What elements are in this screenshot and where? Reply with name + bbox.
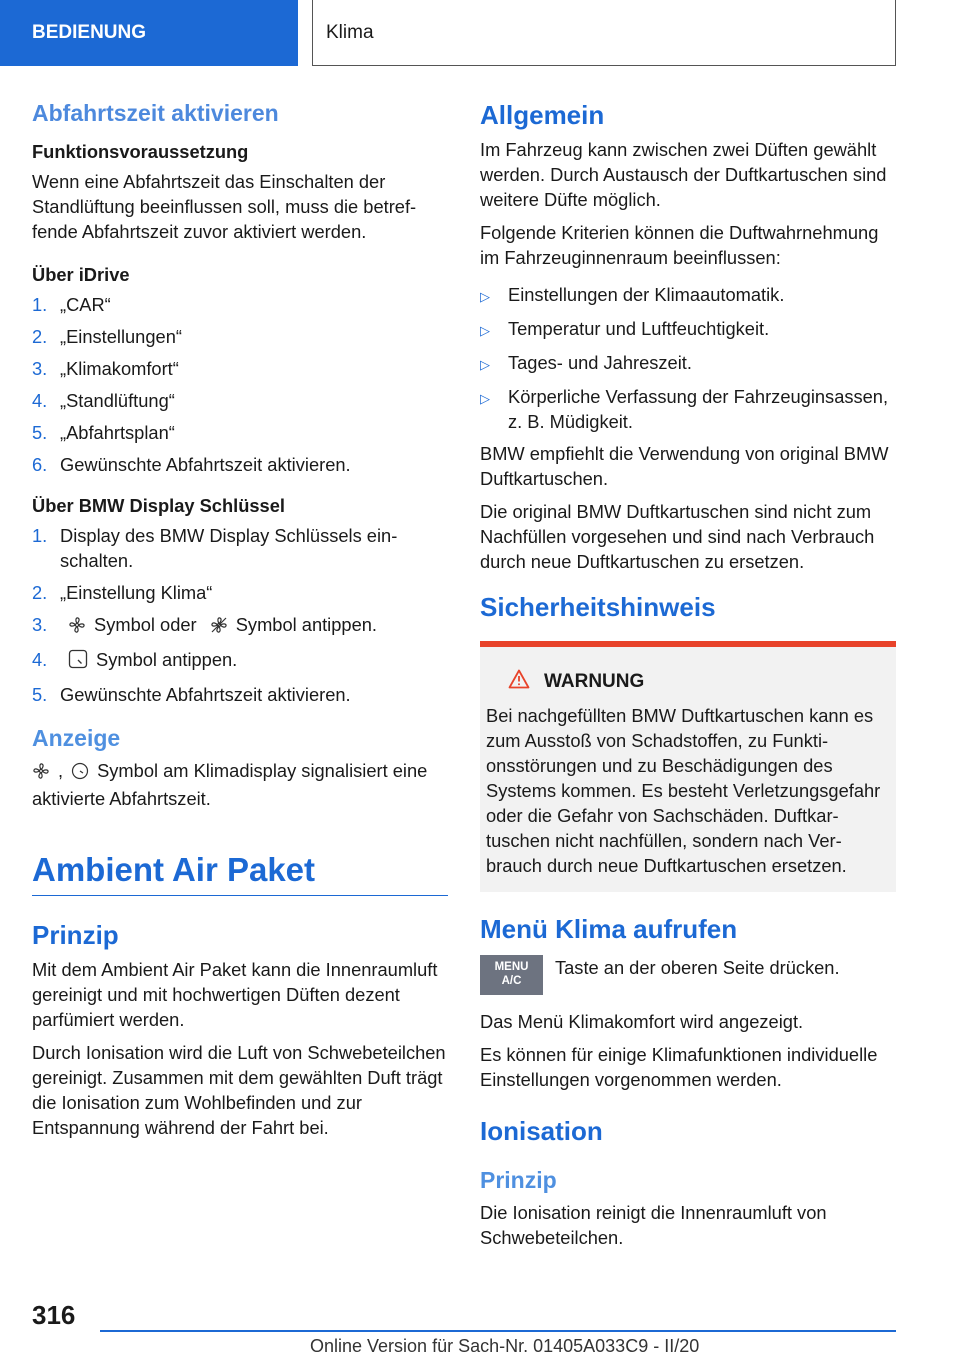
list-item: 1. „CAR“ xyxy=(32,294,111,315)
heading-display-key: Über BMW Display Schlüssel xyxy=(32,495,285,516)
section-label: BEDIENUNG xyxy=(32,22,147,43)
section-tab xyxy=(0,0,298,66)
paragraph-allgemein-1: Im Fahrzeug kann zwischen zwei Düften gewählt werden. Durch Austausch der Duftkartuschen sind weitere Düfte möglich. xyxy=(480,139,887,210)
paragraph-anzeige: , Symbol am Klimadisplay signalisiert eine aktivierte Abfahrtszeit. xyxy=(32,760,428,809)
list-item: ▷ Tages- und Jahreszeit. xyxy=(480,352,692,373)
chapter-label: Klima xyxy=(326,21,374,43)
fan-off-icon xyxy=(210,615,228,640)
paragraph-menu-2: Es können für einige Klimafunktionen individuelle Einstellungen vorgenommen werden. xyxy=(480,1044,878,1090)
list-item: ▷ Körperliche Verfassung der Fahrzeuginsassen, z. B. Müdigkeit. xyxy=(480,386,889,432)
menu-row xyxy=(480,955,896,995)
paragraph-allgemein-4: Die original BMW Duftkartuschen sind nicht zum Nachfüllen vorgesehen und sind nach Verbrauch durch neue Duftkartuschen zu ersetzen. xyxy=(480,501,875,572)
list-item: 3. Symbol oder Symbol antippen. xyxy=(32,612,448,640)
list-item: ▷ Einstellungen der Klimaautomatik. xyxy=(480,284,785,305)
heading-prinzip-ionisation: Prinzip xyxy=(480,1167,557,1193)
list-item: 5. Gewünschte Abfahrtszeit aktivieren. xyxy=(32,684,351,705)
list-item: 1. Display des BMW Display Schlüssels einschalten. xyxy=(32,525,398,571)
list-item: 4. Symbol antippen. xyxy=(32,647,448,675)
heading-abfahrtszeit: Abfahrtszeit aktivieren xyxy=(32,100,279,126)
list-item: 6. Gewünschte Abfahrtszeit aktivieren. xyxy=(32,454,351,475)
key-steps xyxy=(32,523,448,707)
paragraph-prinzip-1: Mit dem Ambient Air Paket kann die Innenraumluft gereinigt und mit hochwertigen Düften dezent parfümiert werden. xyxy=(32,959,438,1030)
list-item: 2. „Einstellung Klima“ xyxy=(32,582,213,603)
list-item: 5. „Abfahrtsplan“ xyxy=(32,422,175,443)
heading-idrive: Über iDrive xyxy=(32,264,130,285)
warning-text: Bei nachgefüllten BMW Duftkartuschen kann es zum Ausstoß von Schadstoffen, zu Funktionsstörungen und zu Beschädigungen des Systems kommen. Es besteht Verletzungsgefahr oder die Gefahr von Sachschäden. Duftkartuschen nicht nachfüllen, sondern nach Verbrauch durch neue Duftkartuschen ersetzen. xyxy=(486,705,881,876)
list-item: ▷ Temperatur und Luftfeuchtigkeit. xyxy=(480,318,770,339)
paragraph-prinzip-2: Durch Ionisation wird die Luft von Schwebeteilchen gereinigt. Zusammen mit dem gewählten Duft trägt die Ionisation zum Wohlbefinden und zur Entspannung während der Fahrt bei. xyxy=(32,1042,446,1138)
list-item: 4. „Standlüftung“ xyxy=(32,390,175,411)
heading-ionisation: Ionisation xyxy=(480,1116,603,1146)
page-number: 316 xyxy=(32,1300,76,1330)
criteria-list xyxy=(480,282,896,434)
heading-funktionsvoraussetzung: Funktionsvoraussetzung xyxy=(32,141,249,162)
list-item: 2. „Einstellungen“ xyxy=(32,326,182,347)
clock-icon xyxy=(71,761,89,786)
menu-ac-button: MENU A/C xyxy=(480,955,543,995)
left-column xyxy=(32,100,448,1148)
paragraph-allgemein-3: BMW empfiehlt die Verwendung von original BMW Duftkartuschen. xyxy=(480,443,889,489)
paragraph-ionisation: Die Ionisation reinigt die Innenraumluft von Schwebeteilchen. xyxy=(480,1202,827,1248)
heading-anzeige: Anzeige xyxy=(32,725,121,751)
fan-icon xyxy=(32,761,50,786)
warning-triangle-icon xyxy=(508,669,544,695)
chapter-tab xyxy=(312,0,896,66)
heading-menu-klima: Menü Klima aufrufen xyxy=(480,914,738,944)
list-item: 3. „Klimakomfort“ xyxy=(32,358,179,379)
menu-instruction: Taste an der oberen Seite drücken. xyxy=(555,957,840,978)
heading-sicherheitshinweis: Sicherheitshinweis xyxy=(480,592,716,622)
paragraph-funktionsvoraussetzung: Wenn eine Abfahrtszeit das Einschalten der Standlüftung beeinflussen soll, muss die betreffende Abfahrtszeit zuvor aktiviert werden. xyxy=(32,171,417,242)
footer-divider xyxy=(100,1330,896,1332)
warning-title: WARNUNG xyxy=(486,669,888,695)
timer-icon xyxy=(68,649,88,675)
heading-prinzip: Prinzip xyxy=(32,920,119,950)
paragraph-allgemein-2: Folgende Kriterien können die Duftwahrnehmung im Fahrzeuginnenraum beeinflussen: xyxy=(480,222,879,268)
fan-icon xyxy=(68,615,86,640)
right-column xyxy=(480,100,896,1258)
warning-box xyxy=(480,641,896,892)
footer-text: Online Version für Sach-Nr. 01405A033C9 - II/20 xyxy=(310,1336,700,1356)
idrive-steps xyxy=(32,292,448,477)
heading-ambient-air: Ambient Air Paket xyxy=(32,851,448,896)
heading-allgemein: Allgemein xyxy=(480,100,605,130)
paragraph-menu-1: Das Menü Klimakomfort wird angezeigt. xyxy=(480,1011,804,1032)
